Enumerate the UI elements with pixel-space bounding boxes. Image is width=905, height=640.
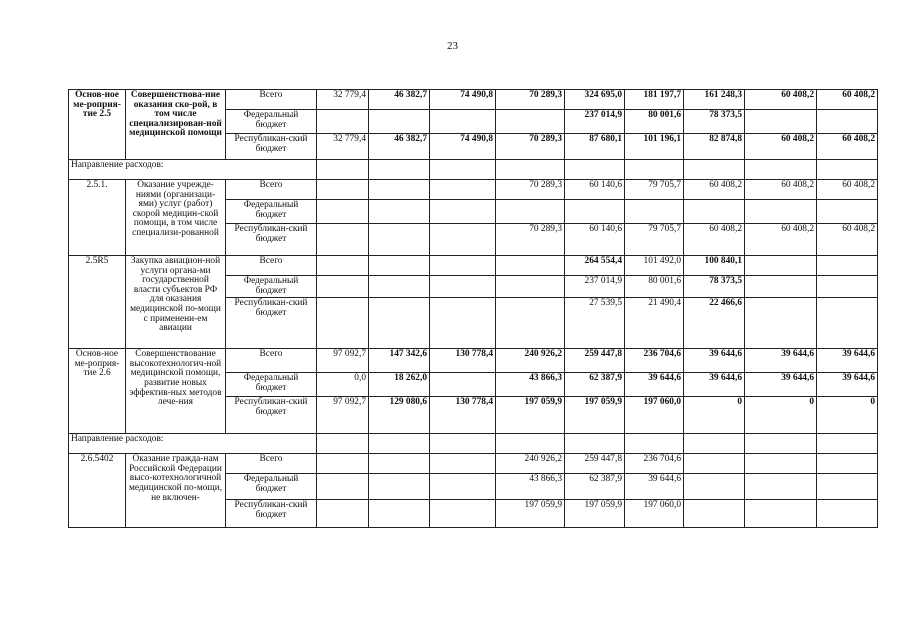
amount-cell: 62 387,9: [565, 373, 625, 397]
amount-cell: 62 387,9: [565, 474, 625, 500]
event-name: Оказание гражда-нам Российской Федерации высо-котехнологичной медицинской по-мощи, не включен-: [126, 454, 226, 528]
amount-cell: [430, 474, 496, 500]
amount-cell: [317, 454, 369, 474]
source-federal: Федеральный бюджет: [226, 276, 317, 298]
source-total: Всего: [226, 256, 317, 276]
page-number: 23: [447, 40, 458, 52]
empty-cell: [430, 160, 496, 180]
amount-cell: [817, 474, 878, 500]
source-total: Всего: [226, 454, 317, 474]
amount-cell: 80 001,6: [625, 110, 684, 134]
amount-cell: 197 059,9: [565, 397, 625, 434]
amount-cell: 60 408,2: [817, 134, 878, 160]
table-row: [69, 90, 878, 110]
amount-cell: 80 001,6: [625, 276, 684, 298]
amount-cell: [317, 110, 369, 134]
amount-cell: 264 554,4: [565, 256, 625, 276]
amount-cell: 60 408,2: [745, 134, 817, 160]
amount-cell: [317, 200, 369, 224]
amount-cell: 101 492,0: [625, 256, 684, 276]
amount-cell: [430, 256, 496, 276]
source-federal: Федеральный бюджет: [226, 373, 317, 397]
amount-cell: 259 447,8: [565, 454, 625, 474]
budget-table: [68, 89, 878, 528]
amount-cell: 78 373,5: [684, 110, 745, 134]
amount-cell: 97 092,7: [317, 349, 369, 373]
amount-cell: 259 447,8: [565, 349, 625, 373]
event-name: Оказание учрежде-ниями (организаци-ями) услуг (работ) скорой медицин-ской помощи, в том числе специализи-рованной: [126, 180, 226, 256]
amount-cell: [745, 500, 817, 528]
amount-cell: 0: [817, 397, 878, 434]
amount-cell: [496, 200, 565, 224]
empty-cell: [317, 434, 369, 454]
amount-cell: [430, 224, 496, 256]
amount-cell: 161 248,3: [684, 90, 745, 110]
amount-cell: 79 705,7: [625, 180, 684, 200]
empty-cell: [684, 160, 745, 180]
empty-cell: [369, 434, 430, 454]
direction-row: [69, 434, 878, 454]
source-federal: Федеральный бюджет: [226, 110, 317, 134]
amount-cell: 237 014,9: [565, 276, 625, 298]
amount-cell: [369, 500, 430, 528]
empty-cell: [317, 160, 369, 180]
amount-cell: 70 289,3: [496, 134, 565, 160]
amount-cell: 27 539,5: [565, 298, 625, 349]
amount-cell: [317, 500, 369, 528]
amount-cell: [684, 454, 745, 474]
amount-cell: 82 874,8: [684, 134, 745, 160]
amount-cell: 46 382,7: [369, 90, 430, 110]
source-total: Всего: [226, 90, 317, 110]
amount-cell: 39 644,6: [625, 373, 684, 397]
amount-cell: 0: [745, 397, 817, 434]
amount-cell: 74 490,8: [430, 90, 496, 110]
amount-cell: 60 408,2: [745, 224, 817, 256]
amount-cell: [496, 110, 565, 134]
source-republic: Республикан-ский бюджет: [226, 397, 317, 434]
table-row: [69, 256, 878, 276]
amount-cell: [369, 110, 430, 134]
amount-cell: [317, 298, 369, 349]
empty-cell: [745, 160, 817, 180]
amount-cell: [430, 276, 496, 298]
amount-cell: [625, 200, 684, 224]
amount-cell: [430, 110, 496, 134]
amount-cell: 21 490,4: [625, 298, 684, 349]
amount-cell: [817, 276, 878, 298]
amount-cell: 197 060,0: [625, 500, 684, 528]
amount-cell: [430, 500, 496, 528]
amount-cell: 324 695,0: [565, 90, 625, 110]
source-federal: Федеральный бюджет: [226, 474, 317, 500]
empty-cell: [625, 434, 684, 454]
amount-cell: [369, 298, 430, 349]
empty-cell: [817, 434, 878, 454]
empty-cell: [745, 434, 817, 454]
amount-cell: [430, 298, 496, 349]
amount-cell: 60 408,2: [817, 224, 878, 256]
amount-cell: 60 140,6: [565, 224, 625, 256]
amount-cell: [745, 256, 817, 276]
amount-cell: 97 092,7: [317, 397, 369, 434]
amount-cell: [430, 373, 496, 397]
amount-cell: 130 778,4: [430, 397, 496, 434]
amount-cell: [369, 200, 430, 224]
amount-cell: 240 926,2: [496, 454, 565, 474]
amount-cell: 32 779,4: [317, 134, 369, 160]
amount-cell: [369, 256, 430, 276]
amount-cell: [317, 180, 369, 200]
event-name: Закупка авиацион-ной услуги органа-ми государственной власти субъектов РФ для оказания медицинской по-мощи с применени-ем авиации: [126, 256, 226, 349]
amount-cell: 101 196,1: [625, 134, 684, 160]
event-code: 2.6.5402: [69, 454, 126, 528]
amount-cell: 43 866,3: [496, 474, 565, 500]
amount-cell: 240 926,2: [496, 349, 565, 373]
amount-cell: [817, 110, 878, 134]
amount-cell: [684, 474, 745, 500]
amount-cell: [817, 500, 878, 528]
source-republic: Республикан-ский бюджет: [226, 134, 317, 160]
amount-cell: [745, 454, 817, 474]
amount-cell: 78 373,5: [684, 276, 745, 298]
amount-cell: 87 680,1: [565, 134, 625, 160]
amount-cell: 0,0: [317, 373, 369, 397]
amount-cell: 129 080,6: [369, 397, 430, 434]
amount-cell: [430, 180, 496, 200]
amount-cell: 236 704,6: [625, 454, 684, 474]
empty-cell: [565, 160, 625, 180]
event-code: 2.5R5: [69, 256, 126, 349]
amount-cell: 32 779,4: [317, 90, 369, 110]
event-name: Совершенствова-ние оказания ско-рой, в том числе специализирован-ной медицинской помощи: [126, 90, 226, 160]
amount-cell: 39 644,6: [817, 349, 878, 373]
amount-cell: [496, 256, 565, 276]
empty-cell: [565, 434, 625, 454]
source-total: Всего: [226, 349, 317, 373]
amount-cell: [745, 110, 817, 134]
table-row: [69, 454, 878, 474]
empty-cell: [430, 434, 496, 454]
direction-label: Направление расходов:: [69, 160, 317, 180]
amount-cell: [430, 200, 496, 224]
amount-cell: 39 644,6: [745, 373, 817, 397]
amount-cell: 70 289,3: [496, 90, 565, 110]
source-total: Всего: [226, 180, 317, 200]
amount-cell: 197 059,9: [496, 500, 565, 528]
direction-label: Направление расходов:: [69, 434, 317, 454]
amount-cell: [496, 276, 565, 298]
amount-cell: 60 408,2: [817, 180, 878, 200]
source-federal: Федеральный бюджет: [226, 200, 317, 224]
amount-cell: 60 408,2: [745, 90, 817, 110]
table-row: [69, 349, 878, 373]
amount-cell: 39 644,6: [684, 373, 745, 397]
amount-cell: 197 060,0: [625, 397, 684, 434]
amount-cell: [430, 454, 496, 474]
direction-row: [69, 160, 878, 180]
amount-cell: 60 408,2: [817, 90, 878, 110]
amount-cell: 236 704,6: [625, 349, 684, 373]
amount-cell: [817, 200, 878, 224]
amount-cell: [565, 200, 625, 224]
amount-cell: 39 644,6: [684, 349, 745, 373]
amount-cell: 60 408,2: [745, 180, 817, 200]
event-code: Основ-ное ме-роприя-тие 2.5: [69, 90, 126, 160]
amount-cell: [369, 454, 430, 474]
empty-cell: [625, 160, 684, 180]
amount-cell: 18 262,0: [369, 373, 430, 397]
amount-cell: 39 644,6: [817, 373, 878, 397]
amount-cell: [745, 298, 817, 349]
amount-cell: 0: [684, 397, 745, 434]
amount-cell: 181 197,7: [625, 90, 684, 110]
amount-cell: 39 644,6: [745, 349, 817, 373]
amount-cell: 22 466,6: [684, 298, 745, 349]
amount-cell: [369, 474, 430, 500]
amount-cell: 147 342,6: [369, 349, 430, 373]
amount-cell: [745, 474, 817, 500]
amount-cell: 70 289,3: [496, 180, 565, 200]
empty-cell: [684, 434, 745, 454]
amount-cell: 60 408,2: [684, 224, 745, 256]
source-republic: Республикан-ский бюджет: [226, 298, 317, 349]
amount-cell: 74 490,8: [430, 134, 496, 160]
amount-cell: 130 778,4: [430, 349, 496, 373]
empty-cell: [817, 160, 878, 180]
amount-cell: [317, 224, 369, 256]
amount-cell: 60 140,6: [565, 180, 625, 200]
amount-cell: 60 408,2: [684, 180, 745, 200]
amount-cell: [684, 500, 745, 528]
amount-cell: [369, 224, 430, 256]
amount-cell: [317, 276, 369, 298]
amount-cell: 43 866,3: [496, 373, 565, 397]
amount-cell: [745, 200, 817, 224]
table-body: [69, 90, 878, 528]
amount-cell: [369, 276, 430, 298]
amount-cell: [317, 256, 369, 276]
amount-cell: 39 644,6: [625, 474, 684, 500]
amount-cell: [745, 276, 817, 298]
amount-cell: [817, 298, 878, 349]
amount-cell: [496, 298, 565, 349]
amount-cell: 46 382,7: [369, 134, 430, 160]
event-code: 2.5.1.: [69, 180, 126, 256]
amount-cell: 197 059,9: [565, 500, 625, 528]
amount-cell: 70 289,3: [496, 224, 565, 256]
amount-cell: [817, 256, 878, 276]
amount-cell: 79 705,7: [625, 224, 684, 256]
amount-cell: [317, 474, 369, 500]
amount-cell: 100 840,1: [684, 256, 745, 276]
amount-cell: 197 059,9: [496, 397, 565, 434]
source-republic: Республикан-ский бюджет: [226, 224, 317, 256]
amount-cell: [684, 200, 745, 224]
empty-cell: [369, 160, 430, 180]
table-row: [69, 180, 878, 200]
amount-cell: 237 014,9: [565, 110, 625, 134]
event-name: Совершенствование высокотехнологич-ной медицинской помощи, развитие новых эффектив-ных методов лече-ния: [126, 349, 226, 434]
amount-cell: [817, 454, 878, 474]
amount-cell: [369, 180, 430, 200]
empty-cell: [496, 434, 565, 454]
empty-cell: [496, 160, 565, 180]
event-code: Основ-ное ме-роприя-тие 2.6: [69, 349, 126, 434]
source-republic: Республикан-ский бюджет: [226, 500, 317, 528]
